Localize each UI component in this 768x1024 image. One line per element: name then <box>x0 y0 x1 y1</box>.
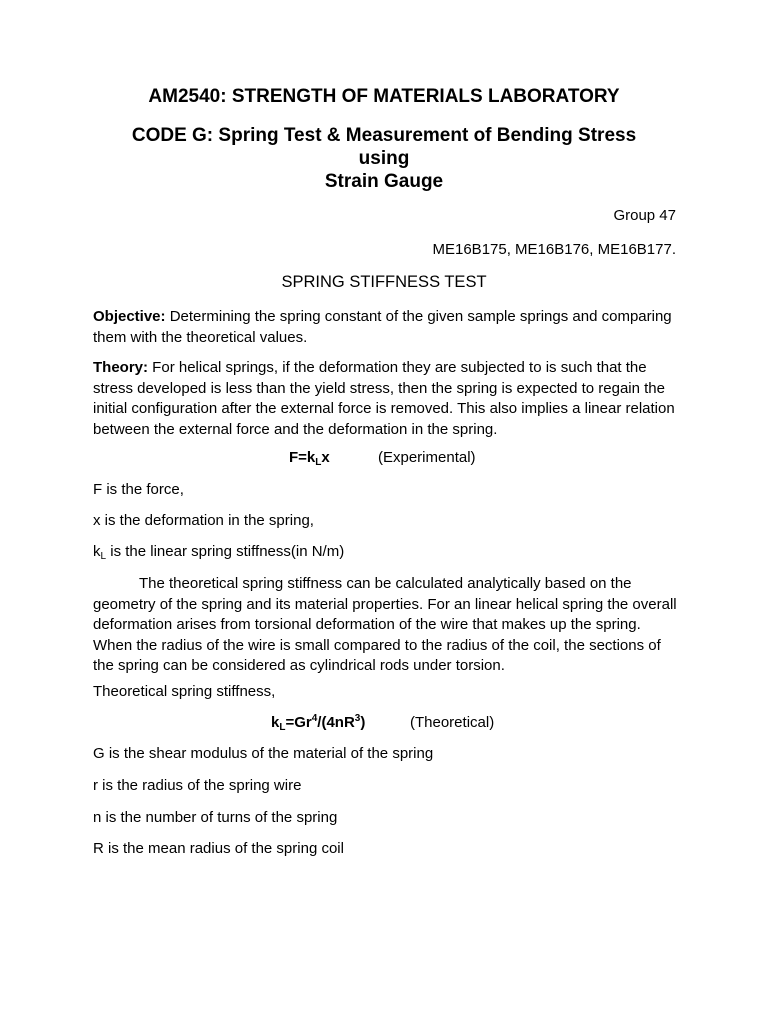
definition-stiffness <box>93 543 344 560</box>
definition-coil-radius: R is the mean radius of the spring coil <box>93 840 344 857</box>
group-label: Group 47 <box>613 207 676 224</box>
objective-paragraph <box>93 307 683 348</box>
stiffness-text: is the linear spring stiffness(in N/m) <box>106 543 345 560</box>
eq2-part1: =Gr <box>285 714 312 731</box>
course-title: AM2540: STRENGTH OF MATERIALS LABORATORY <box>148 86 620 107</box>
equation-experimental-note: (Experimental) <box>378 449 476 466</box>
experiment-title <box>0 124 768 193</box>
definition-shear-modulus: G is the shear modulus of the material of the spring <box>93 745 434 762</box>
equation-theoretical-note: (Theoretical) <box>410 714 495 731</box>
eq1-lhs-prefix: F=k <box>289 449 316 466</box>
experiment-title-line-3: Strain Gauge <box>324 171 444 192</box>
definition-wire-radius: r is the radius of the spring wire <box>93 777 302 794</box>
eq2-k-sub: L <box>279 722 286 733</box>
section-heading: SPRING STIFFNESS TEST <box>281 273 487 291</box>
eq2-part3: ) <box>360 714 366 731</box>
objective-label: Objective: <box>93 308 166 325</box>
experiment-title-line-1: CODE G: Spring Test & Measurement of Bending Stress <box>131 125 637 146</box>
theoretical-stiffness-paragraph: The theoretical spring stiffness can be calculated analytically based on the geometry of the spring and its material properties. For an linear helical spring the overall deformation arises from torsional deformation of the wire that makes up the spring. When the radius of the wire is small compared to the radius of the coil, the sections of the spring can be considered as cylindrical rods under torsion. <box>93 575 677 674</box>
equation-theoretical <box>271 714 365 731</box>
theoretical-stiffness-label: Theoretical spring stiffness, <box>93 683 276 700</box>
eq1-lhs-sub: L <box>315 457 322 468</box>
experiment-title-line-2: using <box>358 148 410 169</box>
definition-deformation: x is the deformation in the spring, <box>93 512 314 529</box>
eq2-part2: /(4nR <box>317 714 355 731</box>
definition-force: F is the force, <box>93 481 184 498</box>
eq1-lhs-suffix: x <box>321 449 330 466</box>
theory-label: Theory: <box>93 359 149 376</box>
eq2-k: k <box>271 714 280 731</box>
eq2-sup2: 3 <box>354 713 361 724</box>
theory-paragraph <box>93 358 683 440</box>
stiffness-symbol: k <box>93 543 101 560</box>
roll-numbers: ME16B175, ME16B176, ME16B177. <box>432 241 676 258</box>
stiffness-subscript: L <box>100 551 107 562</box>
equation-experimental <box>289 449 330 466</box>
theory-text: For helical springs, if the deformation they are subjected to is such that the stress developed is less than the yield stress, then the spring is expected to regain the initial configuration after the external force is removed. This also implies a linear relation between the external force and the deformation in the spring. <box>93 359 675 438</box>
definition-number-of-turns: n is the number of turns of the spring <box>93 809 338 826</box>
eq2-sup1: 4 <box>311 713 318 724</box>
objective-text: Determining the spring constant of the given sample springs and comparing them with the theoretical values. <box>93 308 672 346</box>
